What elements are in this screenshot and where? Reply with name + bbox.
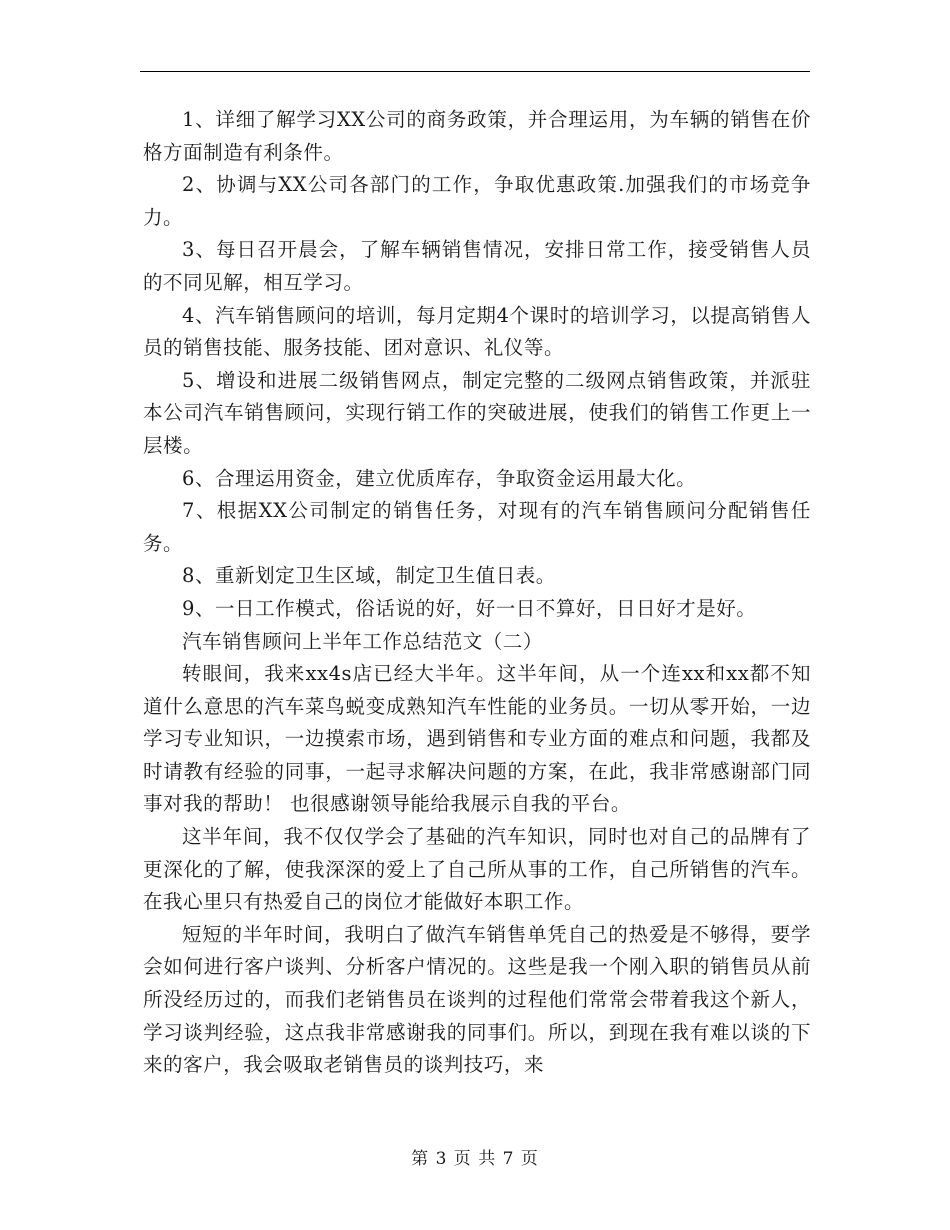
page-number: 第 3 页 共 7 页	[411, 1149, 539, 1169]
paragraph-8: 8、重新划定卫生区域，制定卫生值日表。	[182, 564, 556, 588]
paragraph-3: 3、每日召开晨会，了解车辆销售情况，安排日常工作，接受销售人员的不同见解，相互学习。	[143, 238, 811, 294]
paragraph-4: 4、汽车销售顾问的培训，每月定期4个课时的培训学习，以提高销售人员的销售技能、服务技能、团对意识、礼仪等。	[143, 303, 811, 360]
paragraph-5: 5、增设和进展二级销售网点，制定完整的二级网点销售政策，并派驻本公司汽车销售顾问，实现行销工作的突破进展，使我们的销售工作更上一层楼。	[143, 368, 811, 457]
section-heading: 汽车销售顾问上半年工作总结范文（二）	[182, 629, 543, 653]
paragraph-11: 这半年间，我不仅仅学会了基础的汽车知识，同时也对自己的品牌有了更深化的了解，使我深深的爱上了自己所从事的工作，自己所销售的汽车。在我心里只有热爱自己的岗位才能做好本职工作。	[143, 825, 811, 914]
paragraph-9: 9、一日工作模式，俗话说的好，好一日不算好，日日好才是好。	[182, 596, 757, 620]
paragraph-7: 7、根据XX公司制定的销售任务，对现有的汽车销售顾问分配销售任务。	[143, 499, 811, 555]
paragraph-12: 短短的半年时间，我明白了做汽车销售单凭自己的热爱是不够得，要学会如何进行客户谈判、分析客户情况的。这些是我一个刚入职的销售员从前所没经历过的，而我们老销售员在谈判的过程他们常常会带着我这个新人，学习谈判经验，这点我非常感谢我的同事们。所以，到现在我有难以谈的下来的客户，我会吸取老销售员的谈判技巧，来	[143, 922, 811, 1077]
document-body	[143, 104, 811, 1082]
paragraph-2: 2、协调与XX公司各部门的工作，争取优惠政策.加强我们的市场竞争力。	[143, 173, 811, 229]
paragraph-1: 1、详细了解学习XX公司的商务政策，并合理运用，为车辆的销售在价格方面制造有利条件。	[143, 108, 811, 164]
paragraph-6: 6、合理运用资金，建立优质库存，争取资金运用最大化。	[182, 466, 697, 490]
paragraph-10: 转眼间，我来xx4s店已经大半年。这半年间，从一个连xx和xx都不知道什么意思的汽车菜鸟蜕变成熟知汽车性能的业务员。一切从零开始，一边学习专业知识，一边摸索市场，遇到销售和专业方面的难点和问题，我都及时请教有经验的同事，一起寻求解决问题的方案，在此，我非常感谢部门同事对我的帮助！ 也很感谢领导能给我展示自我的平台。	[143, 662, 811, 816]
header-rule	[140, 71, 810, 72]
